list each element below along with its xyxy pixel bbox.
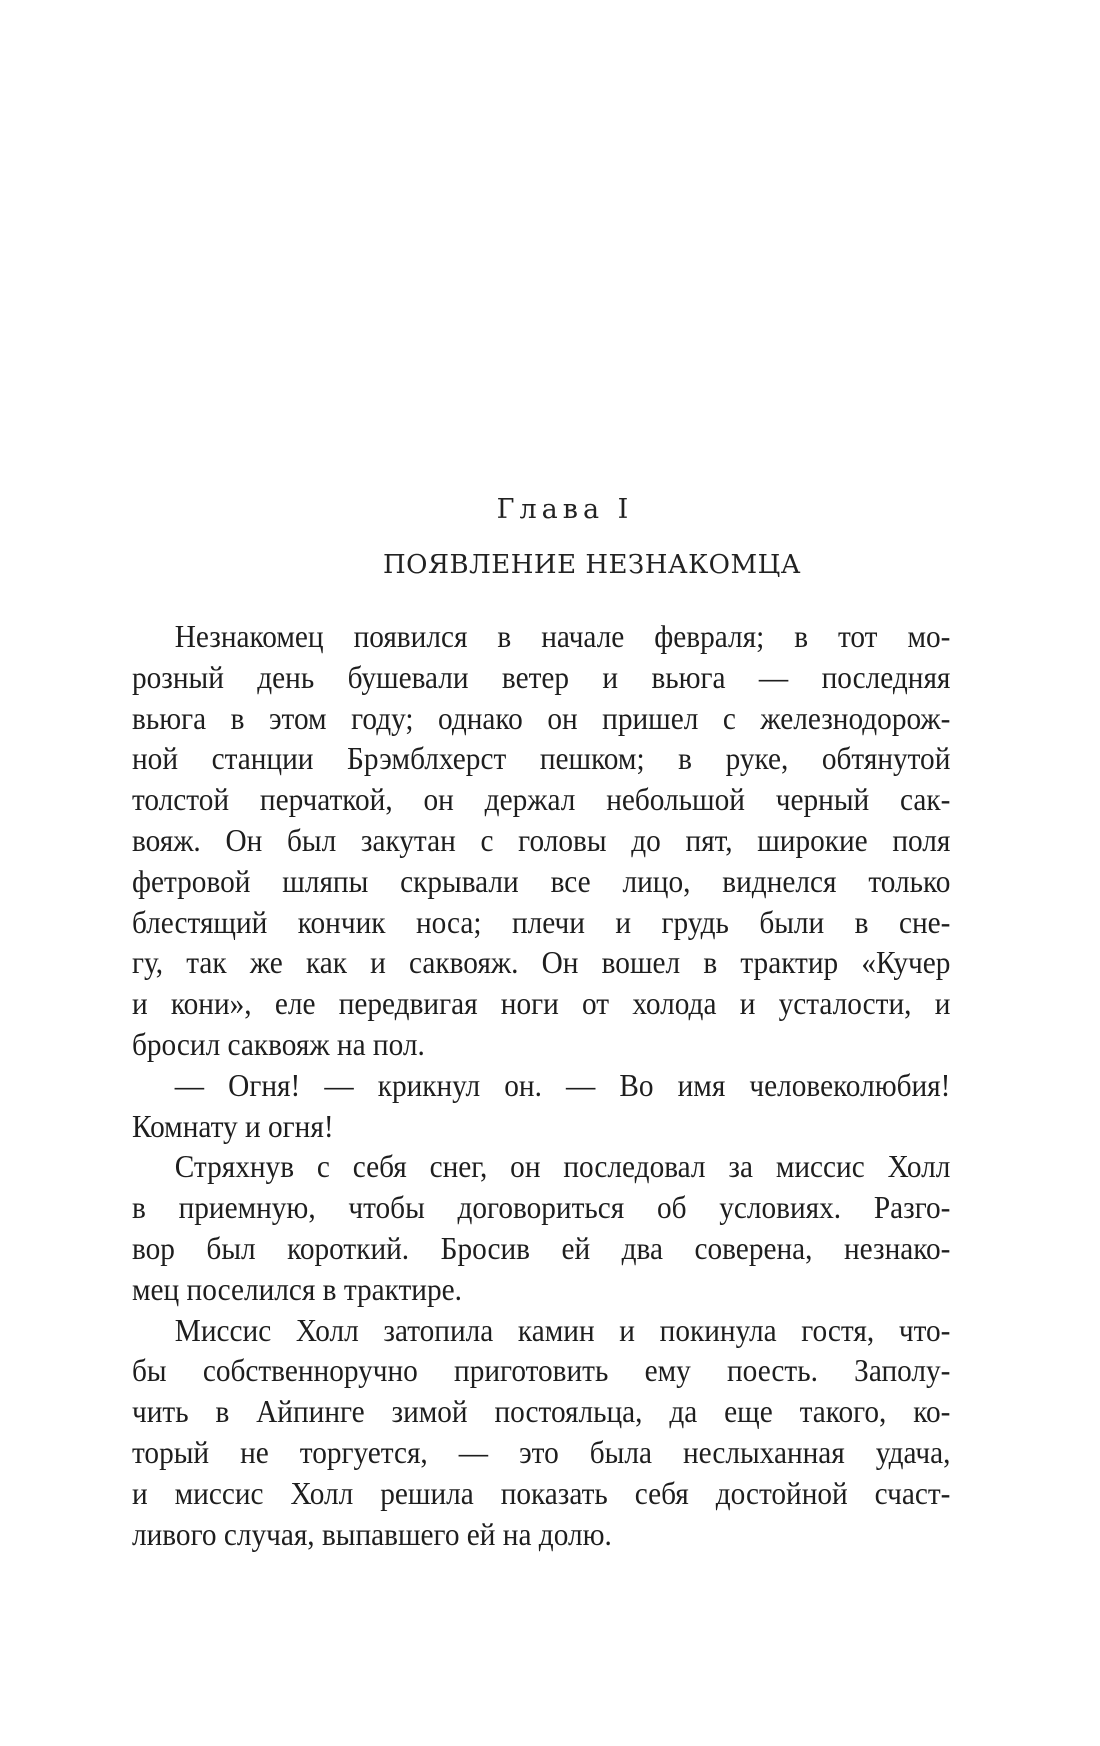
text-line: бы собственноручно приготовить ему поесть. Заполу- (132, 1353, 951, 1389)
text-line: ливого случая, выпавшего ей на долю. (132, 1516, 612, 1552)
text-line: и миссис Холл решила показать себя достойной счаст- (132, 1475, 951, 1511)
text-line: вьюга в этом году; однако он пришел с железнодорож- (132, 700, 951, 736)
chapter-number: Глава I (496, 494, 634, 525)
paragraph-dialogue (132, 1066, 950, 1148)
text-line: Незнакомец появился в начале февраля; в тот мо- (174, 619, 951, 654)
text-line: вор был короткий. Бросив ей два соверена, незнако- (132, 1230, 951, 1266)
paragraph (132, 617, 950, 1066)
paragraph (132, 1311, 950, 1556)
text-line: вояж. Он был закутан с головы до пят, широкие поля (132, 822, 951, 858)
text-line: гу, так же как и саквояж. Он вошел в трактир «Кучер (132, 945, 951, 981)
text-line: блестящий кончик носа; плечи и грудь были в сне- (132, 904, 951, 940)
text-line: чить в Айпинге зимой постояльца, да еще такого, ко- (132, 1394, 951, 1430)
text-line: торый не торгуется, — это была неслыханная удача, (132, 1434, 951, 1470)
text-line: Комнату и огня! (132, 1108, 334, 1144)
text-line: и кони», еле передвигая ноги от холода и усталости, и (132, 986, 951, 1022)
text-line: фетровой шляпы скрывали все лицо, виднелся только (132, 863, 951, 899)
text-line: бросил саквояж на пол. (132, 1026, 425, 1062)
text-line: розный день бушевали ветер и вьюга — последняя (132, 659, 951, 695)
text-line: Миссис Холл затопила камин и покинула гостя, что- (174, 1312, 951, 1348)
text-line: толстой перчаткой, он держал небольшой черный сак- (132, 782, 951, 818)
text-line: мец поселился в трактире. (132, 1271, 462, 1307)
text-line: — Огня! — крикнул он. — Во имя человеколюбия! (174, 1067, 951, 1103)
paragraph (132, 1147, 950, 1310)
chapter-body (132, 617, 950, 1555)
text-line: ной станции Брэмблхерст пешком; в руке, обтянутой (132, 741, 951, 777)
chapter-title: ПОЯВЛЕНИЕ НЕЗНАКОМЦА (382, 550, 801, 580)
text-line: в приемную, чтобы договориться об условиях. Разго- (132, 1190, 951, 1226)
text-line: Стряхнув с себя снег, он последовал за миссис Холл (174, 1149, 951, 1185)
